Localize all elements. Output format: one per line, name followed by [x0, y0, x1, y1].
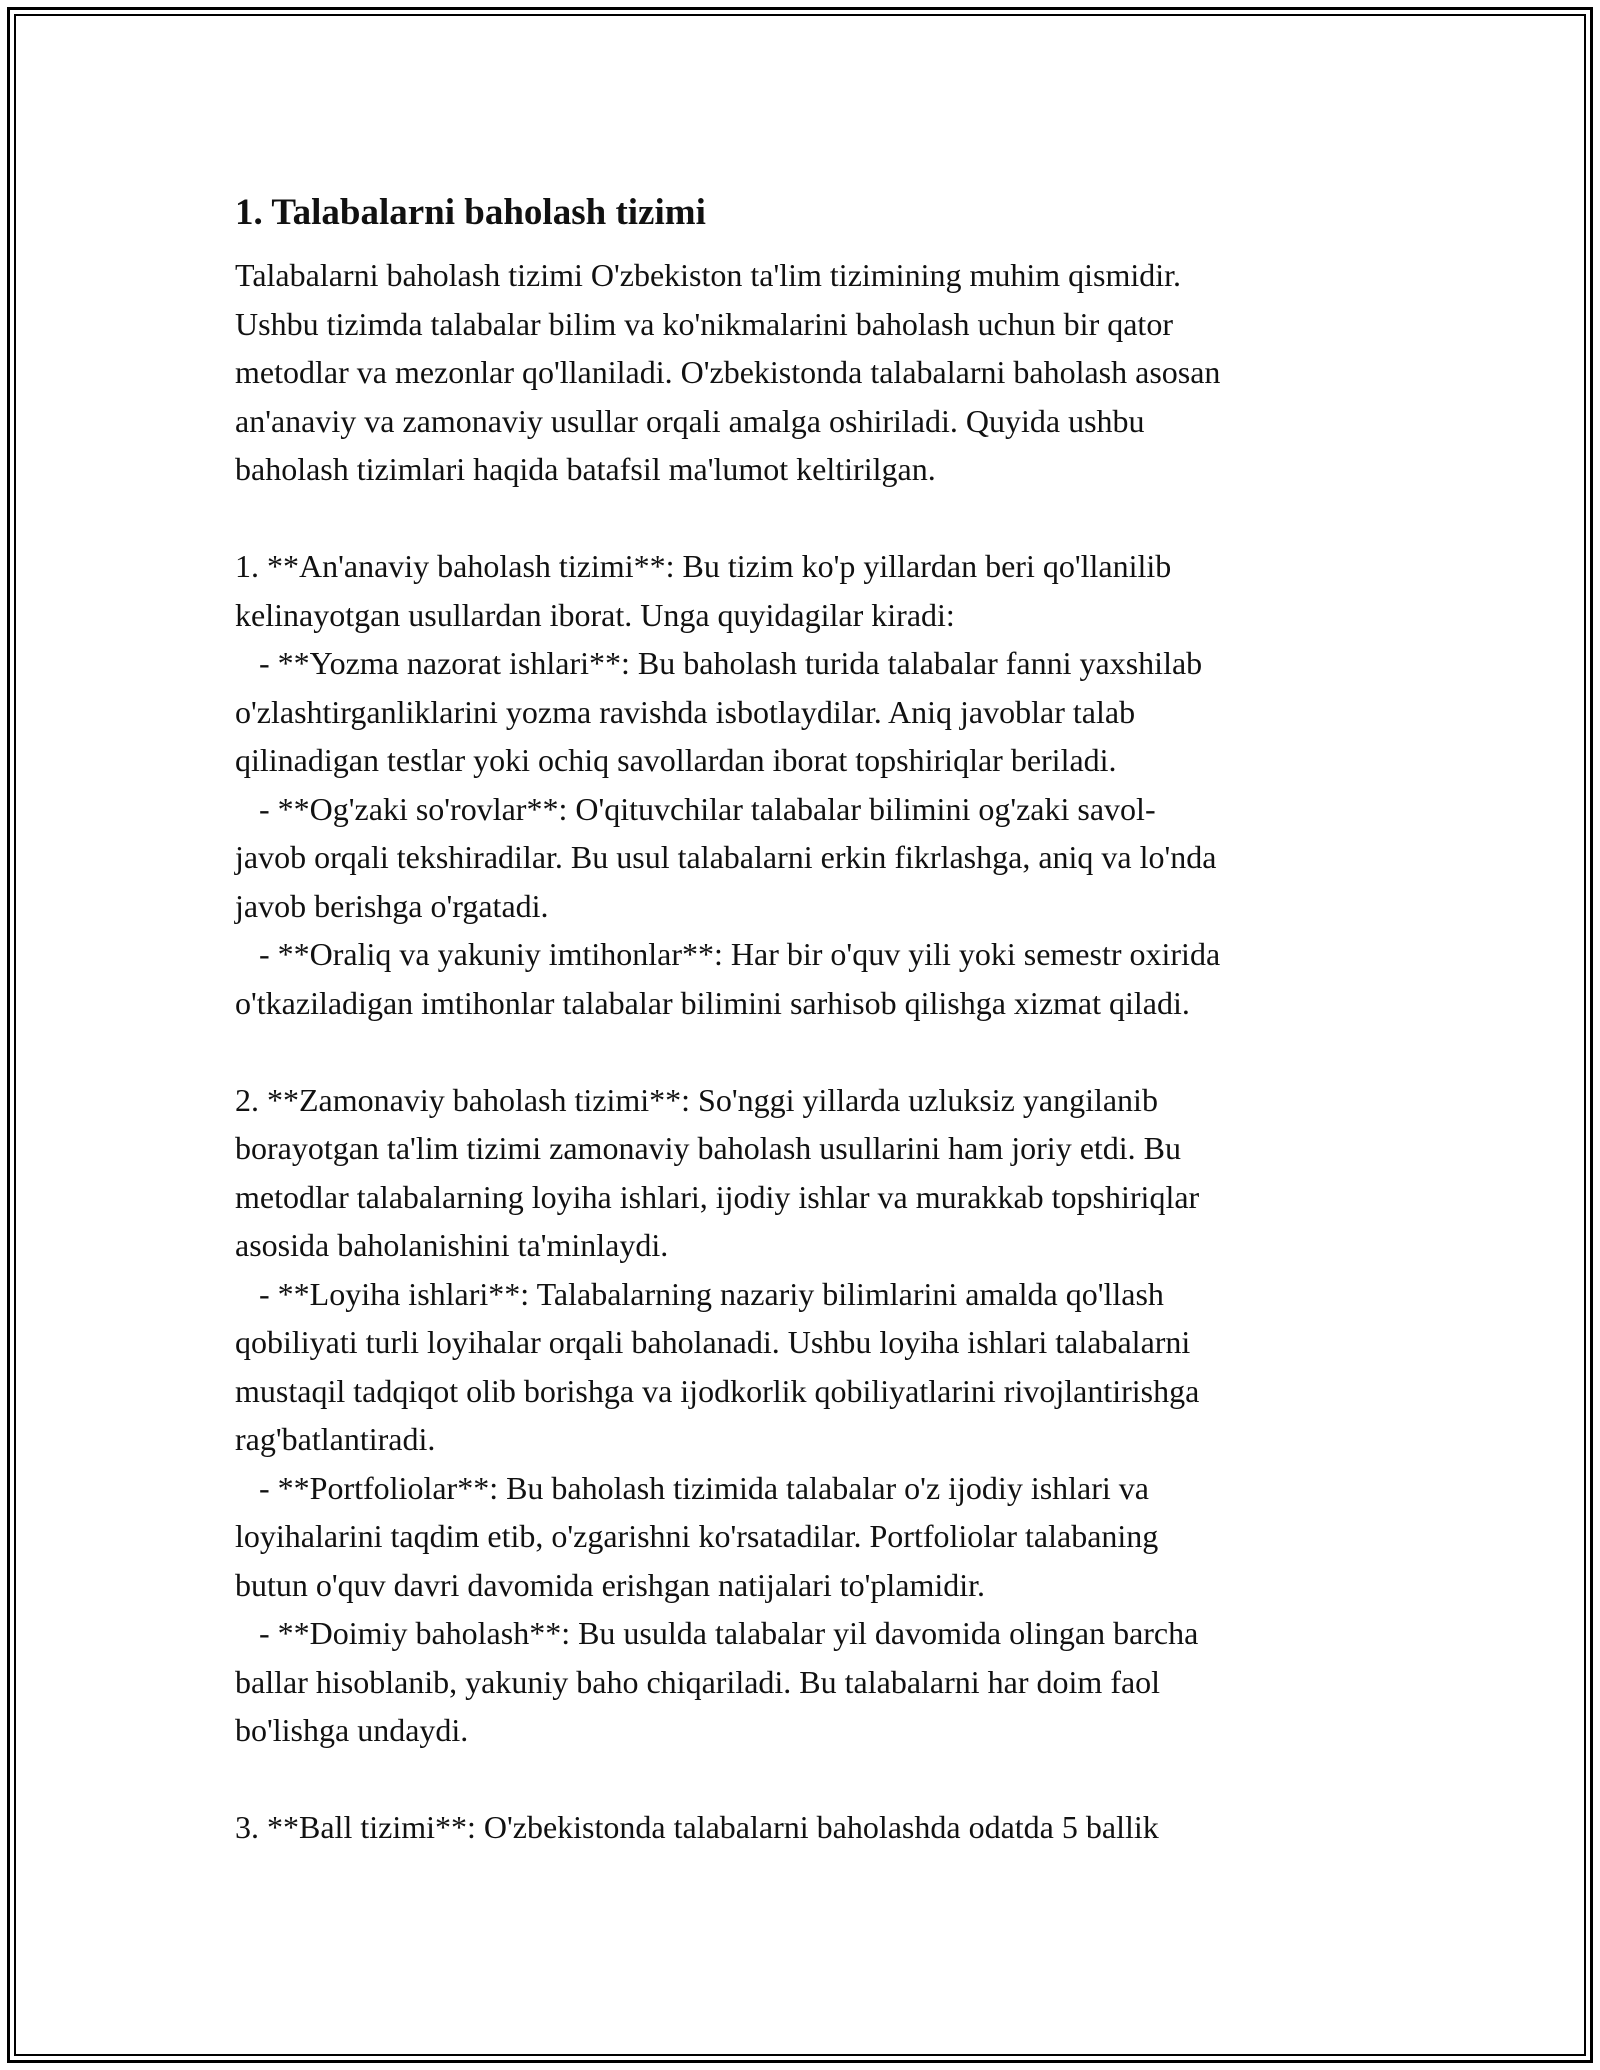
text-line: 2. **Zamonaviy baholash tizimi**: So'nggi yillarda uzluksiz yangilanib: [235, 1081, 1158, 1118]
text-line: an'anaviy va zamonaviy usullar orqali amalga oshiriladi. Quyida ushbu: [235, 402, 1145, 439]
blank-line: [235, 1755, 1370, 1804]
text-line: metodlar va mezonlar qo'llaniladi. O'zbekistonda talabalarni baholash asosan: [235, 354, 1221, 390]
text-line: baholash tizimlari haqida batafsil ma'lumot keltirilgan.: [235, 451, 936, 487]
text-line: - **Loyiha ishlari**: Talabalarning nazariy bilimlarini amalda qo'llash: [235, 1275, 1164, 1312]
text-line: loyihalarini taqdim etib, o'zgarishni ko'rsatadilar. Portfoliolar talabaning: [235, 1518, 1159, 1554]
section-heading: 1. Talabalarni baholash tizimi: [235, 192, 706, 233]
text-line: 3. **Ball tizimi**: O'zbekistonda talabalarni baholashda odatda 5 ballik: [235, 1809, 1159, 1845]
text-line: qobiliyati turli loyihalar orqali baholanadi. Ushbu loyiha ishlari talabalarni: [235, 1324, 1191, 1360]
text-line: - **Oraliq va yakuniy imtihonlar**: Har bir o'quv yili yoki semestr oxirida: [235, 936, 1221, 972]
text-line: - **Portfoliolar**: Bu baholash tizimida talabalar o'z ijodiy ishlari va: [235, 1469, 1149, 1506]
text-line: ballar hisoblanib, yakuniy baho chiqariladi. Bu talabalarni har doim faol: [235, 1663, 1161, 1700]
text-line: Talabalarni baholash tizimi O'zbekiston ta'lim tizimining muhim qismidir.: [235, 257, 1182, 293]
text-line: javob orqali tekshiradilar. Bu usul talabalarni erkin fikrlashga, aniq va lo'nda: [235, 839, 1217, 875]
text-line: borayotgan ta'lim tizimi zamonaviy baholash usullarini ham joriy etdi. Bu: [235, 1130, 1182, 1166]
document-text: [235, 251, 1370, 1852]
text-line: qilinadigan testlar yoki ochiq savollardan iborat topshiriqlar beriladi.: [235, 742, 1117, 778]
text-line: mustaqil tadqiqot olib borishga va ijodkorlik qobiliyatlarini rivojlantirishga: [235, 1372, 1200, 1409]
blank-line: [235, 494, 1370, 543]
text-line: o'tkaziladigan imtihonlar talabalar bilimini sarhisob qilishga xizmat qiladi.: [235, 984, 1190, 1021]
text-line: - **Yozma nazorat ishlari**: Bu baholash turida talabalar fanni yaxshilab: [235, 645, 1203, 681]
text-line: - **Og'zaki so'rovlar**: O'qituvchilar talabalar bilimini og'zaki savol-: [235, 790, 1156, 827]
document-body: [235, 183, 1370, 1852]
text-line: metodlar talabalarning loyiha ishlari, ijodiy ishlar va murakkab topshiriqlar: [235, 1178, 1200, 1215]
text-line: butun o'quv davri davomida erishgan natijalari to'plamidir.: [235, 1566, 986, 1603]
text-line: rag'batlantiradi.: [235, 1421, 436, 1457]
text-line: o'zlashtirganliklarini yozma ravishda isbotlaydilar. Aniq javoblar talab: [235, 693, 1136, 730]
text-line: bo'lishga undaydi.: [235, 1712, 469, 1748]
text-line: javob berishga o'rgatadi.: [235, 887, 549, 924]
text-line: 1. **An'anaviy baholash tizimi**: Bu tizim ko'p yillardan beri qo'llanilib: [235, 548, 1172, 584]
text-line: - **Doimiy baholash**: Bu usulda talabalar yil davomida olingan barcha: [235, 1615, 1199, 1651]
blank-line: [235, 1027, 1370, 1076]
text-line: Ushbu tizimda talabalar bilim va ko'nikmalarini baholash uchun bir qator: [235, 305, 1173, 342]
text-line: kelinayotgan usullardan iborat. Unga quyidagilar kiradi:: [235, 596, 955, 633]
text-line: asosida baholanishini ta'minlaydi.: [235, 1227, 669, 1263]
